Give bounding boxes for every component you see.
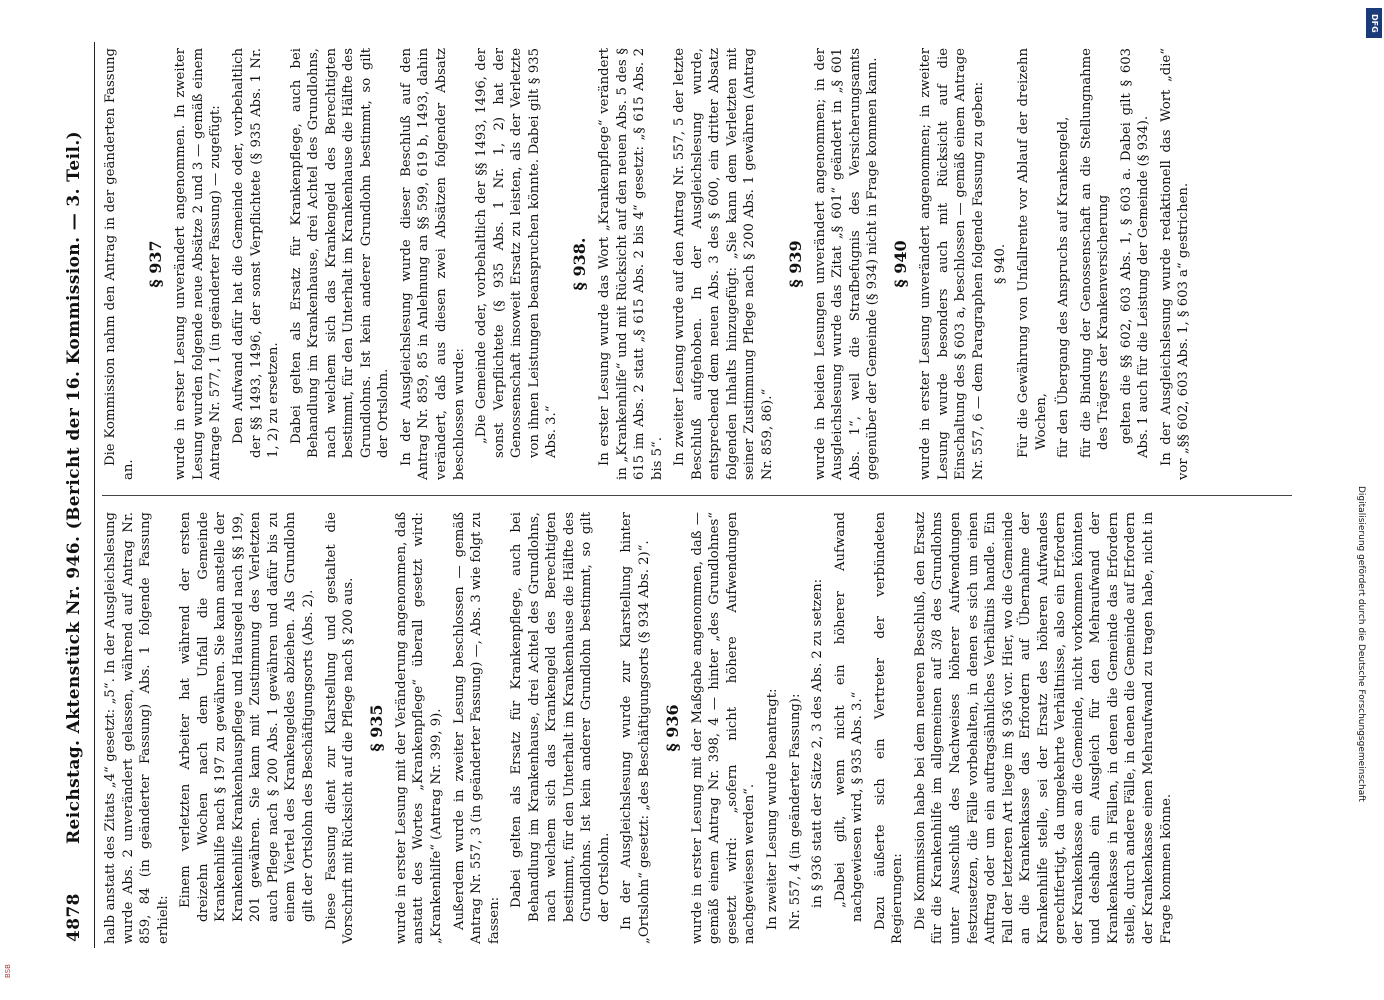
paragraph: Nr. 557, 4 (in geänderter Fassung): — [787, 693, 803, 930]
section-heading: § 938. — [569, 237, 589, 291]
paragraph: Diese Fassung dient zur Klarstellung und gestaltet die Vorschrift mit Rücksicht auf die Pflege nach § 200 aus. — [323, 512, 357, 944]
section-heading: § 936 — [662, 704, 682, 752]
section-heading: § 935 — [366, 704, 386, 752]
paragraph: wurde in erster Lesung mit der Veränderung angenommen, daß anstatt des Wortes „Krankenpflege“ überall gesetzt wird: „Krankenhilfe“ (Antrag Nr. 399, 9). — [393, 512, 445, 944]
paragraph: wurde in erster Lesung unverändert angenommen. In zweiter Lesung wurden folgende neue Absätze 2 und 3 — gemäß einem Antrage Nr. 577, 1 (in geänderter Fassung) — zugefügt: — [173, 48, 224, 480]
page-number: 4878 — [64, 893, 84, 942]
quoted-text: Einem verletzten Arbeiter hat während der ersten dreizehn Wochen nach dem Unfall die Gemeinde Krankenhilfe nach § 197 zu gewähren. Sie kann anstelle der Krankenhilfe Krankenhauspflege und Hausgeld nach §§ 199, 201 gewähren. Sie kann mit Zustimmung des Verletzten auch Pflege nach § 200 Abs. 1 gewähren und dafür bis zu einem Viertel des Krankengeldes abziehen. Als Grundlohn gilt der Ortslohn des Beschäftigungsorts (Abs. 2). — [178, 512, 317, 922]
library-stamp: BSB — [4, 964, 12, 978]
quoted-text: gelten die §§ 602, 603 Abs. 1, § 603 a. Dabei gilt § 603 Abs. 1 auch für die Leistung der Gemeinde (§ 934). — [1118, 48, 1152, 458]
credit-text: Digitalisierung gefördert durch die Deutsche Forschungsgemeinschaft — [1356, 486, 1366, 802]
running-head: Reichstag. Aktenstück Nr. 946. (Bericht der 16. Kommission. — 3. Teil.) — [64, 130, 84, 844]
paragraph: in § 936 statt der Sätze 2, 3 des Abs. 2 zu setzen: — [810, 578, 826, 908]
section-heading: § 937 — [146, 240, 166, 288]
page-content — [58, 42, 1326, 948]
left-column — [102, 512, 1312, 944]
right-column — [102, 48, 1312, 480]
quoted-text: „Dabei gilt, wenn nicht ein höherer Aufwand nachgewiesen wird, § 935 Abs. 3.“ — [832, 512, 866, 922]
paragraph-label: § 940. — [993, 243, 1009, 285]
paragraph: In der Ausgleichslesung wurde dieser Beschluß auf den Antrag Nr. 859, 85 in Anlehnung an §§ 599, 619 b, 1493, dahin verändert, daß aus diesen zwei Absätzen folgender Absatz beschlossen wurde: — [398, 48, 467, 480]
paragraph: wurde in erster Lesung mit der Maßgabe angenommen, daß — gemäß einem Antrag Nr. 398, 4 — hinter „des Grundlohnes“ gesetzt wird: „sofern nicht höhere Aufwendungen nachgewiesen werden“. — [689, 512, 758, 944]
paragraph: wurde in erster Lesung unverändert angenommen; in zweiter Lesung wurde besonders auch mit Rücksicht auf die Einschaltung des § 603 a, beschlossen — gemäß einem Antrage Nr. 557, 6 — dem Paragraphen folgende Fassung zu geben: — [918, 48, 986, 480]
paragraph: In der Ausgleichslesung wurde redaktionell das Wort „die“ vor „§§ 602, 603 Abs. 1, § 603 a“ gestrichen. — [1158, 48, 1192, 480]
quoted-text: „Die Gemeinde oder, vorbehaltlich der §§ 1493, 1496, der sonst Verpflichtete (§ 935 Abs. 1 Nr. 1, 2) hat der Genossenschaft insoweit Ersatz zu leisten, als der Verletzte von ihnen Leistungen beanspruchen könnte. Dabei gilt § 935 Abs. 3.“ — [474, 48, 560, 458]
paragraph: wurde in beiden Lesungen unverändert angenommen; in der Ausgleichslesung wurde das Zitat „§ 601“ geändert in „§ 601 Abs. 1“, weil die Strafbefugnis des Versicherungsamts gegenüber der Gemeinde (§ 934) nicht in Frage kommen kann. — [812, 48, 881, 480]
paragraph: In zweiter Lesung wurde beantragt: — [765, 688, 781, 930]
column-divider — [102, 495, 1292, 496]
paragraph: Die Kommission nahm den Antrag in der geänderten Fassung an. — [103, 48, 136, 480]
quoted-text: Den Aufwand dafür hat die Gemeinde oder, vorbehaltlich der §§ 1493, 1496, der sonst Verpflichtete (§ 935 Abs. 1 Nr. 1, 2) zu ersetzen. — [231, 48, 282, 458]
header-rule — [94, 42, 95, 948]
paragraph: halb anstatt des Zitats „4“ gesetzt: „5“. In der Ausgleichslesung wurde Abs. 2 unverändert gelassen, während auf Antrag Nr. 859, 84 (in geänderter Fassung) Abs. 1 folgende Fassung erhielt: — [103, 512, 171, 944]
paragraph: Dazu äußerte sich ein Vertreter der verbündeten Regierungen: — [872, 512, 906, 944]
paragraph: In zweiter Lesung wurde auf den Antrag Nr. 557, 5 der letzte Beschluß aufgehoben. In der Ausgleichslesung wurde, entsprechend dem neuen Abs. 3 des § 600, ein dritter Absatz folgenden Inhalts hinzugefügt: „Sie kann dem Verletzten mit seiner Zustimmung Pflege nach § 200 Abs. 1 gewähren (Antrag Nr. 859, 86).“ — [672, 48, 776, 480]
page-header — [58, 42, 96, 948]
list-item: Für die Gewährung von Unfallrente vor Ablauf der dreizehn Wochen, — [1016, 48, 1049, 458]
paragraph: In erster Lesung wurde das Wort „Krankenpflege“ verändert in „Krankenhilfe“ und mit Rücksicht auf den neuen Abs. 5 des § 615 im Abs. 2 statt „§ 615 Abs. 2 bis 4“ gesetzt: „§ 615 Abs. 2 bis 5“. — [597, 48, 665, 480]
section-heading: § 939 — [785, 240, 805, 288]
list-item: für die Bindung der Genossenschaft an die Stellungnahme des Trägers der Krankenversicherung — [1078, 48, 1112, 458]
quoted-text: Dabei gelten als Ersatz für Krankenpflege, auch bei Behandlung im Krankenhause, drei Achtel des Grundlohns, nach welchem sich das Krankengeld des Berechtigten bestimmt, für den Unterhalt im Krankenhause die Hälfte des Grundlohns. Ist kein anderer Grundlohn bestimmt, so gilt der Ortslohn. — [288, 48, 392, 458]
paragraph: In der Ausgleichslesung wurde zur Klarstellung hinter „Ortslohn“ gesetzt: „des Beschäftigungsorts (§ 934 Abs. 2)“. — [619, 512, 653, 944]
list-item: für den Übergang des Anspruchs auf Krankengeld, — [1056, 116, 1072, 458]
section-heading: § 940 — [891, 240, 911, 288]
paragraph: Die Kommission habe bei dem neueren Beschluß, den Ersatz für die Krankenhilfe im allgemeinen auf 3/8 des Grundlohns unter Ausschluß des Nachweises höherer Aufwendungen festzusetzen, die Fälle vorbehalten, in denen es sich um einen Auftrag oder um ein auftragsähnliches Verhältnis handle. Ein Fall der letzteren Art liege im § 936 vor. Hier, wo die Gemeinde an die Krankenkasse das Erfordern auf Übernahme der Krankenhilfe stelle, sei der Ersatz des höheren Aufwandes gerechtfertigt, da umgekehrte Verhältnisse, also ein Erfordern der Krankenkasse an die Gemeinde, nicht vorkommen könnten und deshalb ein Ausgleich für den Mehraufwand der Krankenkasse in Fällen, in denen die Gemeinde das Erfordern stelle, durch andere Fälle, in denen die Gemeinde auf Erfordern der Krankenkasse einen Mehraufwand zu tragen habe, nicht in Frage kommen könne. — [912, 512, 1174, 944]
paragraph: Außerdem wurde in zweiter Lesung beschlossen — gemäß Antrag Nr. 557, 3 (in geänderter Fassung) —, Abs. 3 wie folgt zu fassen: — [451, 512, 502, 944]
dfg-logo: DFG — [1366, 8, 1382, 38]
quoted-text: Dabei gelten als Ersatz für Krankenpflege, auch bei Behandlung im Krankenhause, drei Achtel des Grundlohns, nach welchem sich das Krankengeld des Berechtigten bestimmt, für den Unterhalt im Krankenhause die Hälfte des Grundlohns. Ist kein anderer Grundlohn bestimmt, so gilt der Ortslohn. — [509, 512, 612, 922]
